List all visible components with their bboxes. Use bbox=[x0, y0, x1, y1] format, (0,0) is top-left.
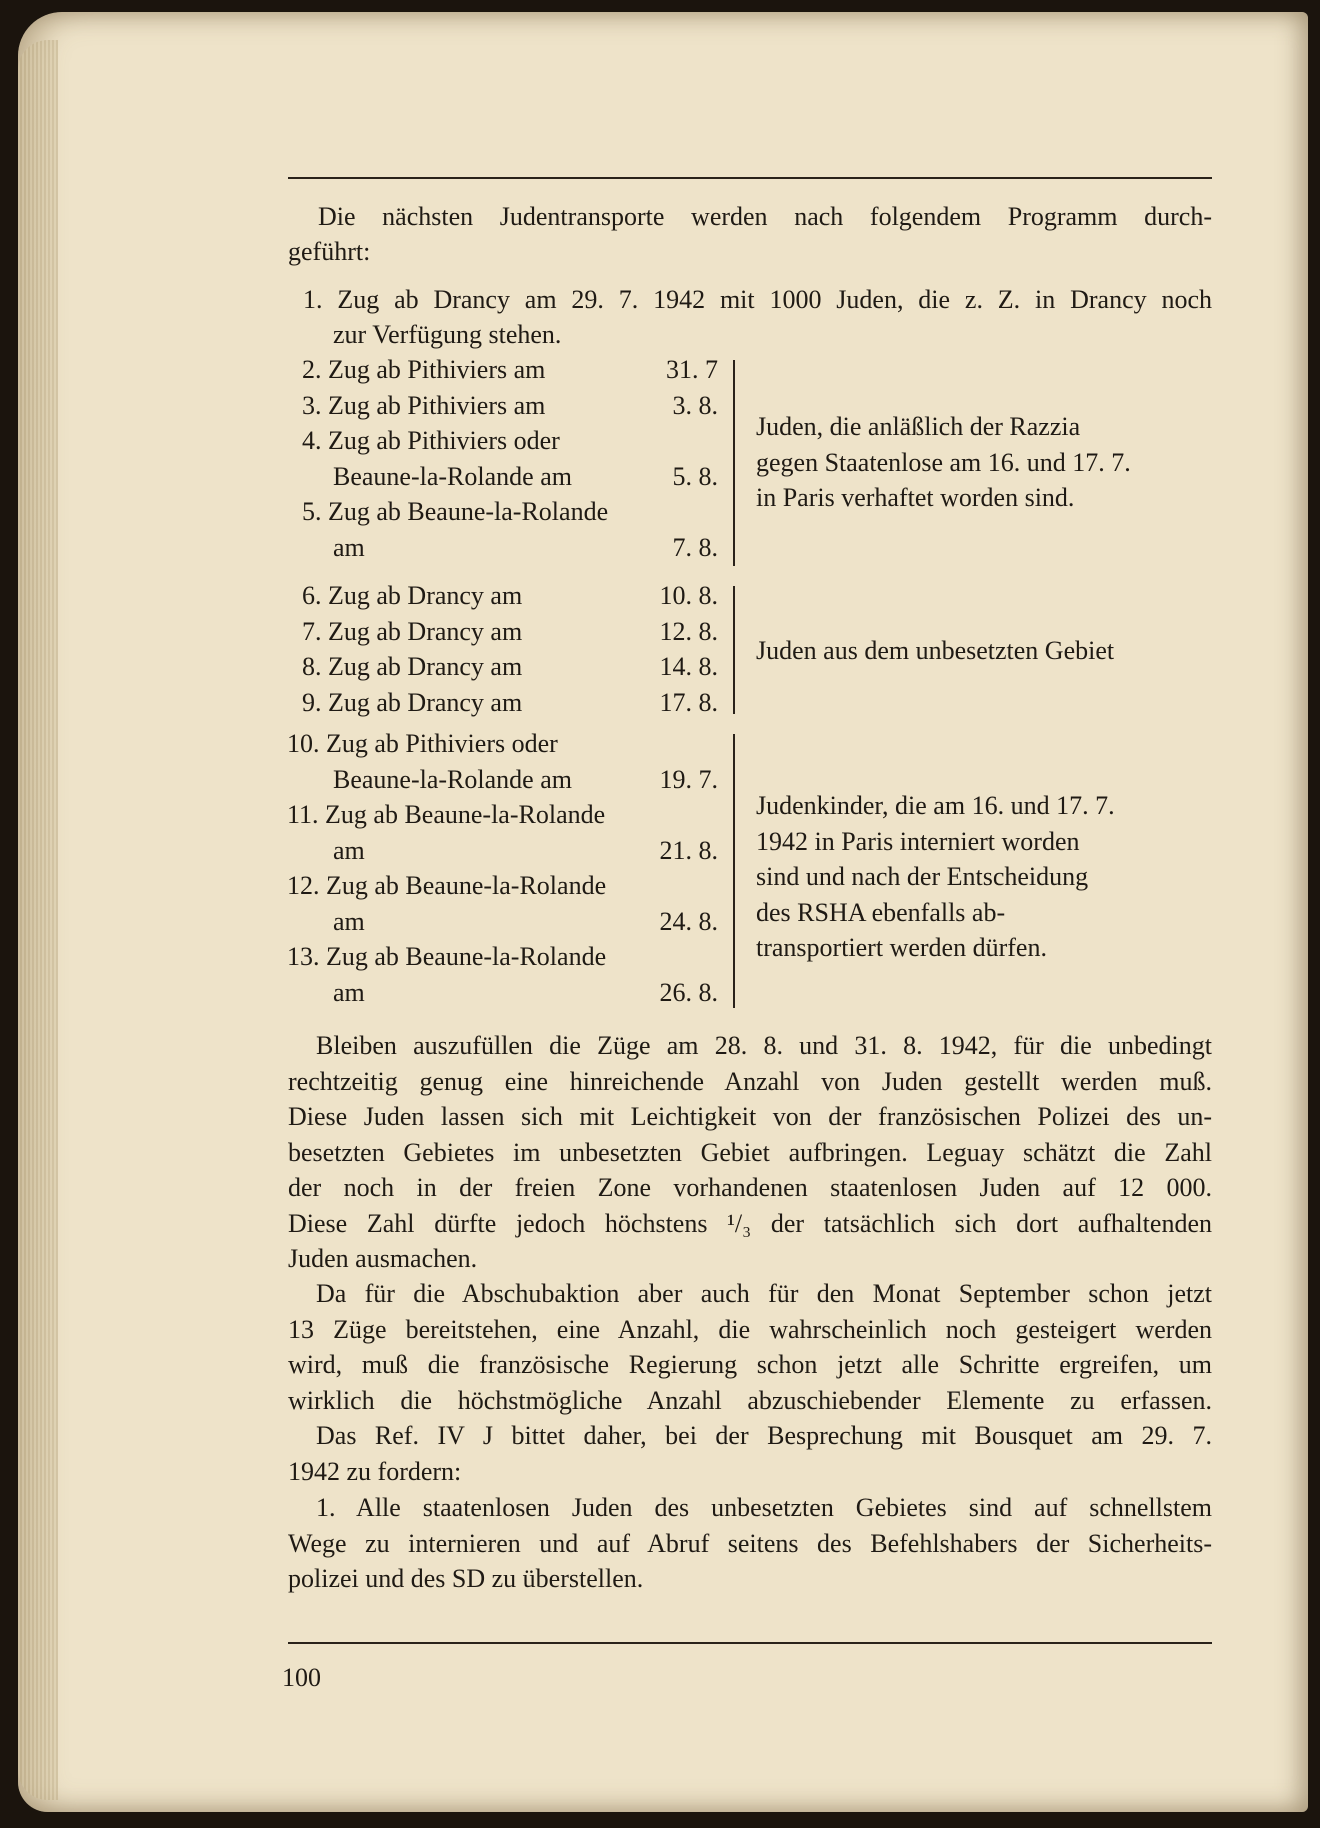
paragraph-line: wirklich die höchstmögliche Anzahl abzuschiebender Elemente zu erfassen. bbox=[288, 1385, 1212, 1415]
train-row-date: 24. 8. bbox=[659, 906, 718, 936]
paragraph-line: Das Ref. IV J bittet daher, bei der Besprechung mit Bousquet am 29. 7. bbox=[316, 1421, 1212, 1450]
paragraph-line: Juden ausmachen. bbox=[288, 1244, 478, 1273]
train-row-text: 8. Zug ab Drancy am bbox=[302, 652, 523, 681]
paragraph-line: wird, muß die französische Regierung schon jetzt alle Schritte ergreifen, um bbox=[288, 1350, 1212, 1379]
paragraph-line: Bleiben auszufüllen die Züge am 28. 8. und 31. 8. 1942, für die unbedingt bbox=[316, 1031, 1212, 1060]
paragraph-line: 13 Züge bereitstehen, eine Anzahl, die wahrscheinlich noch gesteigert werden bbox=[288, 1314, 1212, 1344]
paragraph-line: rechtzeitig genug eine hinreichende Anzahl von Juden gestellt werden muß. bbox=[288, 1066, 1212, 1096]
train-1-line: zur Verfügung stehen. bbox=[333, 320, 562, 349]
train-row-text: 3. Zug ab Pithiviers am bbox=[302, 390, 546, 420]
train-row-date: 5. 8. bbox=[672, 461, 718, 491]
group-note-line: Juden aus dem unbesetzten Gebiet bbox=[756, 636, 1115, 665]
intro-line: geführt: bbox=[288, 237, 371, 266]
train-row-date: 21. 8. bbox=[659, 835, 718, 865]
train-row-text: 9. Zug ab Drancy am bbox=[302, 687, 523, 717]
train-row-text: 11. Zug ab Beaune-la-Rolande bbox=[287, 800, 606, 829]
train-row-text: 10. Zug ab Pithiviers oder bbox=[287, 729, 558, 758]
page-number: 100 bbox=[282, 1663, 321, 1692]
train-row-date: 19. 7. bbox=[659, 764, 718, 794]
group-2-bracket bbox=[733, 586, 735, 714]
train-row-date: 17. 8. bbox=[659, 687, 718, 717]
train-row-text: 13. Zug ab Beaune-la-Rolande bbox=[287, 942, 607, 971]
group-note-line: Judenkinder, die am 16. und 17. 7. bbox=[756, 791, 1115, 820]
top-rule bbox=[288, 177, 1212, 179]
group-note-line: Juden, die anläßlich der Razzia bbox=[756, 412, 1081, 441]
train-1-line: 1. Zug ab Drancy am 29. 7. 1942 mit 1000 Juden, die z. Z. in Drancy noch bbox=[303, 285, 1212, 314]
paragraph-line: besetzten Gebietes im unbesetzten Gebiet aufbringen. Leguay schätzt die Zahl bbox=[288, 1137, 1212, 1167]
group-note-line: sind und nach der Entscheidung bbox=[756, 862, 1089, 891]
train-row-text: 12. Zug ab Beaune-la-Rolande bbox=[287, 871, 607, 900]
paragraph-line: 1. Alle staatenlosen Juden des unbesetzten Gebietes sind auf schnellstem bbox=[316, 1493, 1212, 1522]
train-row-text: 6. Zug ab Drancy am bbox=[302, 581, 523, 610]
paragraph-line: polizei und des SD zu überstellen. bbox=[288, 1564, 644, 1593]
paragraph-line: Diese Zahl dürfte jedoch höchstens ¹/₃ der tatsächlich sich dort aufhaltenden bbox=[288, 1208, 1212, 1238]
group-note-line: gegen Staatenlose am 16. und 17. 7. bbox=[756, 447, 1131, 477]
group-3-bracket bbox=[733, 734, 735, 1008]
train-row-text: am bbox=[333, 977, 365, 1007]
intro-line: Die nächsten Judentransporte werden nach folgendem Programm durch- bbox=[318, 202, 1212, 231]
page-edge bbox=[18, 40, 58, 1800]
train-row-text: am bbox=[333, 835, 365, 865]
train-row-date: 26. 8. bbox=[659, 977, 718, 1007]
train-row-text: am bbox=[333, 532, 365, 562]
train-row-date: 31. 7 bbox=[666, 355, 718, 384]
train-row-text: 4. Zug ab Pithiviers oder bbox=[302, 426, 560, 455]
paragraph-line: der noch in der freien Zone vorhandenen staatenlosen Juden auf 12 000. bbox=[288, 1173, 1212, 1202]
train-row-text: 7. Zug ab Drancy am bbox=[302, 616, 523, 646]
train-row-date: 14. 8. bbox=[659, 652, 718, 681]
group-1-bracket bbox=[733, 360, 735, 566]
paragraph-line: 1942 zu fordern: bbox=[288, 1456, 462, 1486]
group-note-line: 1942 in Paris interniert worden bbox=[756, 826, 1080, 856]
group-note-line: in Paris verhaftet worden sind. bbox=[756, 483, 1075, 512]
group-note-line: des RSHA ebenfalls ab- bbox=[756, 897, 1006, 927]
train-row-text: 2. Zug ab Pithiviers am bbox=[302, 355, 546, 384]
train-row-text: Beaune-la-Rolande am bbox=[333, 461, 572, 491]
paragraph-line: Diese Juden lassen sich mit Leichtigkeit von der französischen Polizei des un- bbox=[288, 1102, 1212, 1131]
train-row-date: 10. 8. bbox=[659, 581, 718, 610]
bottom-rule bbox=[288, 1642, 1212, 1644]
paragraph-line: Wege zu internieren und auf Abruf seitens des Befehlshabers der Sicherheits- bbox=[288, 1528, 1212, 1558]
train-row-text: Beaune-la-Rolande am bbox=[333, 764, 572, 794]
train-row-date: 3. 8. bbox=[672, 390, 718, 420]
paragraph-line: Da für die Abschubaktion aber auch für den Monat September schon jetzt bbox=[316, 1279, 1212, 1308]
train-row-date: 12. 8. bbox=[659, 616, 718, 646]
train-row-text: 5. Zug ab Beaune-la-Rolande bbox=[302, 497, 609, 526]
group-note-line: transportiert werden dürfen. bbox=[756, 933, 1047, 962]
train-row-text: am bbox=[333, 906, 365, 936]
train-row-date: 7. 8. bbox=[672, 532, 718, 562]
